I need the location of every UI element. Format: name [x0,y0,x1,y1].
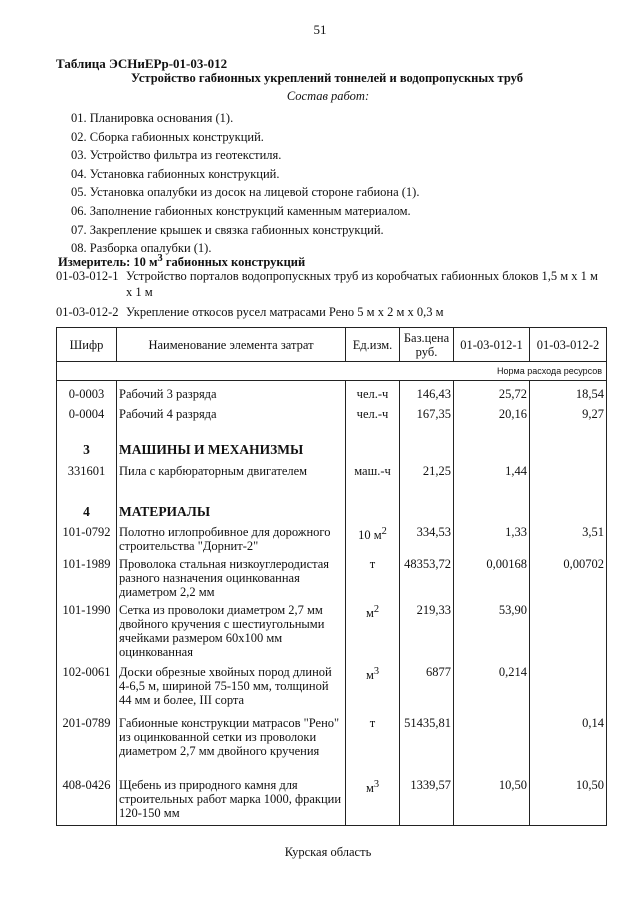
variant-text: Устройство порталов водопропускных труб из коробчатых габионных блоков 1,5 м х 1 м х 1 м [126,269,598,299]
unit-text: м [365,605,374,620]
row-unit: т [346,557,400,603]
row-price: 219,33 [400,603,454,665]
row-unit: чел.-ч [346,387,400,407]
table-header-row [57,328,607,362]
row-variant-1 [454,716,530,778]
unit-superscript: 3 [373,665,380,677]
row-price: 1339,57 [400,778,454,826]
row-variant-1: 53,90 [454,603,530,665]
row-name: Щебень из природного камня для строительных работ марка 1000, фракции 120-150 мм [117,778,346,826]
row-variant-1: 25,72 [454,387,530,407]
row-name: Рабочий 3 разряда [117,387,346,407]
row-variant-1: 0,00168 [454,557,530,603]
row-unit: т [346,716,400,778]
variant-text: Укрепление откосов русел матрасами Рено 5 м х 2 м х 0,3 м [126,305,444,319]
table-row [57,461,607,491]
unit-text: 10 м [358,527,382,542]
work-item: 05. Установка опалубки из досок на лицевой стороне габиона (1). [71,185,420,200]
header-variant-1: 01-03-012-1 [454,328,530,362]
section-title: МАТЕРИАЛЫ [117,491,346,521]
row-variant-1: 0,214 [454,665,530,716]
row-variant-2 [530,461,607,491]
row-variant-2 [530,665,607,716]
variant-list [56,269,606,326]
row-name: Проволока стальная низкоуглеродистая разного назначения оцинкованная диаметром 2,2 мм [117,557,346,603]
header-code: Шифр [57,328,117,362]
row-code: 408-0426 [57,778,117,826]
variant-item [56,269,606,300]
row-unit [346,521,400,557]
table-row [57,557,607,603]
row-price: 48353,72 [400,557,454,603]
row-variant-2: 18,54 [530,387,607,407]
norm-row [57,362,607,381]
work-item: 01. Планировка основания (1). [71,111,234,125]
header-variant-2: 01-03-012-2 [530,328,607,362]
row-name: Полотно иглопробивное для дорожного строительства "Дорнит-2" [117,521,346,557]
work-item: 04. Установка габионных конструкций. [71,166,280,181]
row-name: Рабочий 4 разряда [117,407,346,429]
table-row [57,716,607,778]
table-row [57,521,607,557]
row-price: 21,25 [400,461,454,491]
row-code: 201-0789 [57,716,117,778]
unit-superscript: 2 [373,603,380,615]
row-variant-1: 20,16 [454,407,530,429]
unit-superscript: 3 [373,778,380,790]
header-name: Наименование элемента затрат [117,328,346,362]
variant-code: 01-03-012-2 [56,305,119,319]
work-item: 07. Закрепление крышек и связка габионных конструкций. [71,222,384,237]
variant-item [56,305,606,321]
work-item: 03. Устройство фильтра из геотекстиля. [71,148,282,163]
section-row-machines [57,429,607,461]
row-variant-2 [530,603,607,665]
unit-text: м [365,780,374,795]
section-number: 4 [57,491,117,521]
page-number: 51 [313,22,327,37]
header-price: Баз.цена руб. [400,328,454,362]
row-variant-2: 0,00702 [530,557,607,603]
table-subtitle: Устройство габионных укреплений тоннелей и водопропускных труб [131,71,523,85]
row-price: 6877 [400,665,454,716]
row-name: Сетка из проволоки диаметром 2,7 мм двойного кручения с шестиугольными ячейками размером 60х100 мм оцинкованная [117,603,346,665]
row-variant-1: 1,33 [454,521,530,557]
row-name: Габионные конструкции матрасов "Рено" из оцинкованной сетки из проволоки диаметром 2,7 мм двойного кручения [117,716,346,778]
row-variant-2: 3,51 [530,521,607,557]
table-row [57,778,607,826]
row-name: Пила с карбюраторным двигателем [117,461,346,491]
row-code: 102-0061 [57,665,117,716]
work-item: 02. Сборка габионных конструкций. [71,129,264,144]
measurement-unit [58,253,305,270]
row-unit [346,665,400,716]
work-item: 06. Заполнение габионных конструкций каменным материалом. [71,203,411,218]
row-unit: чел.-ч [346,407,400,429]
unit-text: м [365,667,374,682]
resource-table [56,327,607,826]
row-variant-1: 1,44 [454,461,530,491]
row-code: 101-1990 [57,603,117,665]
row-unit: маш.-ч [346,461,400,491]
meter-prefix: Измеритель: 10 м [58,255,158,270]
footer-region: Курская область [284,845,372,859]
row-unit [346,603,400,665]
table-row [57,407,607,429]
unit-superscript: 2 [381,525,387,537]
row-name: Доски обрезные хвойных пород длиной 4-6,5 м, шириной 75-150 мм, толщиной 44 мм и более, III сорта [117,665,346,716]
table-title: Таблица ЭСНиЕРр-01-03-012 [56,56,228,71]
meter-suffix: габионных конструкций [162,255,306,270]
row-unit [346,778,400,826]
row-code: 0-0004 [57,407,117,429]
row-code: 101-0792 [57,521,117,557]
row-price: 146,43 [400,387,454,407]
works-list [71,109,419,258]
variant-code: 01-03-012-1 [56,269,119,283]
row-variant-2: 9,27 [530,407,607,429]
table-row [57,603,607,665]
row-code: 101-1989 [57,557,117,603]
section-row-materials [57,491,607,521]
table-row [57,387,607,407]
composition-label: Состав работ: [286,89,370,103]
header-unit: Ед.изм. [346,328,400,362]
row-variant-2: 0,14 [530,716,607,778]
row-price: 334,53 [400,521,454,557]
section-title: МАШИНЫ И МЕХАНИЗМЫ [117,429,346,461]
row-variant-1: 10,50 [454,778,530,826]
section-number: 3 [57,429,117,461]
norm-label: Норма расхода ресурсов [57,362,607,381]
row-code: 0-0003 [57,387,117,407]
meter-superscript: 3 [157,253,163,264]
row-code: 331601 [57,461,117,491]
table-row [57,665,607,716]
row-price: 51435,81 [400,716,454,778]
row-price: 167,35 [400,407,454,429]
row-variant-2: 10,50 [530,778,607,826]
work-item: 08. Разборка опалубки (1). [71,241,212,256]
